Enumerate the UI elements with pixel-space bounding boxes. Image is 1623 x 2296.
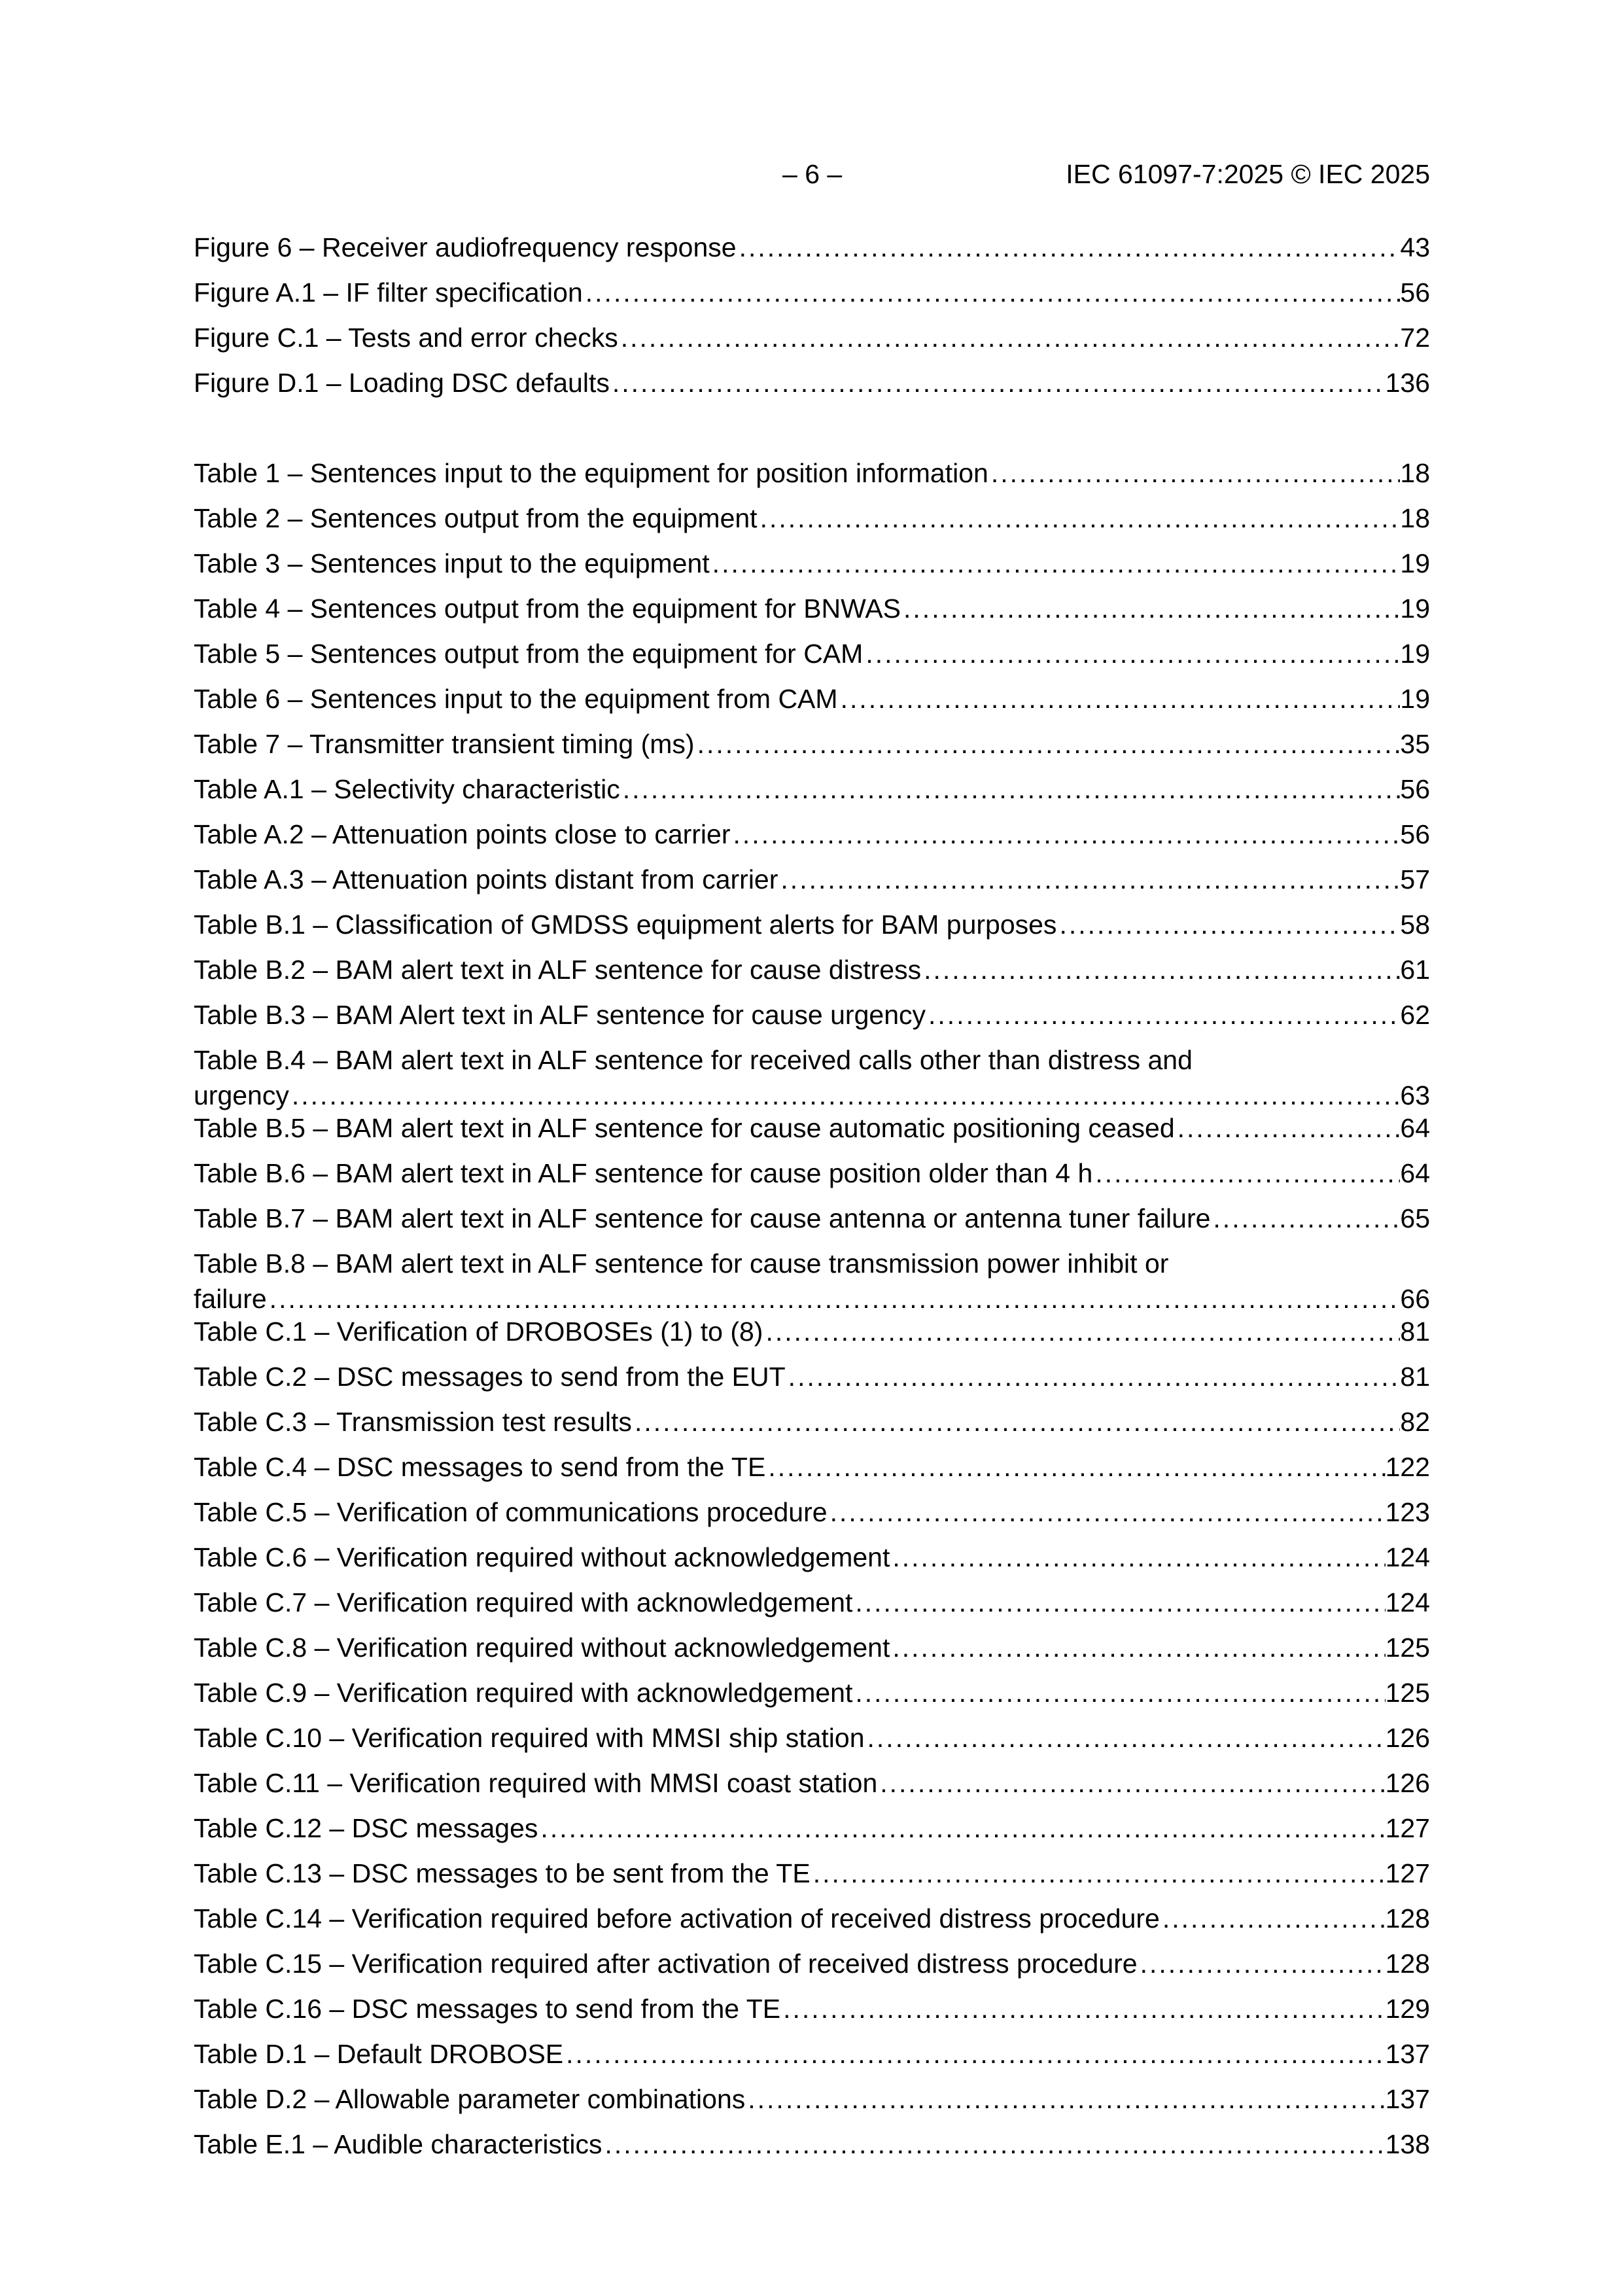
toc-entry-table[interactable] — [194, 1812, 1430, 1857]
entry-page-number: 81 — [1400, 1316, 1430, 1347]
toc-entry-table[interactable] — [194, 863, 1430, 908]
toc-entry-table[interactable] — [194, 1767, 1430, 1812]
entry-title: Table C.11 – Verification required with MMSI coast station — [194, 1768, 878, 1798]
entry-page-number: 18 — [1400, 503, 1430, 533]
dot-leader — [903, 592, 1400, 625]
toc-entry-table[interactable] — [194, 1586, 1430, 1631]
toc-entry-table[interactable] — [194, 682, 1430, 728]
entry-title: Table B.7 – BAM alert text in ALF sentence for cause antenna or antenna tuner failure — [194, 1203, 1211, 1233]
dot-leader — [928, 998, 1400, 1031]
entry-page-number: 72 — [1400, 323, 1430, 353]
dot-leader — [841, 682, 1401, 715]
entry-title: Table 2 – Sentences output from the equipment — [194, 503, 758, 533]
entry-title: Table B.8 – BAM alert text in ALF sentence for cause transmission power inhibit or — [194, 1248, 1169, 1279]
toc-entry-table[interactable] — [194, 2083, 1430, 2128]
toc-entry-table[interactable] — [194, 457, 1430, 502]
toc-entry-figure[interactable] — [194, 366, 1430, 412]
dot-leader — [765, 1315, 1400, 1348]
entry-page-number: 43 — [1400, 232, 1430, 262]
toc-entry-table[interactable] — [194, 728, 1430, 773]
entry-page-number: 56 — [1400, 277, 1430, 308]
dot-leader — [867, 1722, 1386, 1754]
entry-page-number: 61 — [1400, 955, 1430, 985]
entry-title: Table C.13 – DSC messages to be sent from the TE — [194, 1858, 811, 1888]
toc-entry-table[interactable] — [194, 502, 1430, 547]
dot-leader — [540, 1812, 1385, 1845]
toc-entry-figure[interactable] — [194, 231, 1430, 276]
toc-entry-table[interactable] — [194, 1947, 1430, 1992]
toc-entry-table[interactable] — [194, 1360, 1430, 1405]
entry-page-number: 66 — [1400, 1284, 1430, 1314]
entry-page-number: 128 — [1385, 1949, 1430, 1979]
entry-title: Table C.3 – Transmission test results — [194, 1407, 632, 1437]
toc-entry-table[interactable] — [194, 1722, 1430, 1767]
entry-title: Table C.12 – DSC messages — [194, 1813, 538, 1843]
entry-page-number: 56 — [1400, 774, 1430, 804]
dot-leader — [604, 2128, 1385, 2161]
entry-page-number: 126 — [1385, 1723, 1430, 1753]
entry-title: Table E.1 – Audible characteristics — [194, 2129, 602, 2159]
toc-entry-table[interactable] — [194, 637, 1430, 682]
toc-entry-table[interactable] — [194, 908, 1430, 953]
list-of-figures — [194, 231, 1430, 412]
toc-entry-table[interactable] — [194, 773, 1430, 818]
entry-page-number: 63 — [1400, 1080, 1430, 1110]
entry-title: Table 5 – Sentences output from the equipment for CAM — [194, 639, 864, 669]
toc-entry-table[interactable] — [194, 998, 1430, 1044]
entry-title: Table A.3 – Attenuation points distant from carrier — [194, 864, 778, 894]
toc-entry-table[interactable] — [194, 1112, 1430, 1157]
entry-page-number: 136 — [1385, 368, 1430, 398]
entry-page-number: 127 — [1385, 1813, 1430, 1843]
dot-leader — [880, 1767, 1385, 1799]
entry-title: Table C.5 – Verification of communications procedure — [194, 1497, 828, 1527]
entry-title: Table C.16 – DSC messages to send from the TE — [194, 1994, 781, 2024]
dot-leader — [813, 1857, 1386, 1890]
toc-entry-table[interactable] — [194, 547, 1430, 592]
toc-entry-table[interactable] — [194, 1247, 1430, 1315]
dot-leader — [991, 457, 1401, 489]
entry-page-number: 35 — [1400, 729, 1430, 759]
dot-leader — [748, 2083, 1385, 2115]
entry-title: Table C.1 – Verification of DROBOSEs (1) to (8) — [194, 1316, 763, 1347]
dot-leader — [739, 231, 1401, 264]
dot-leader — [585, 276, 1401, 309]
entry-title-continuation: failure — [194, 1284, 267, 1314]
dot-leader — [1213, 1202, 1400, 1235]
dot-leader — [1178, 1112, 1401, 1144]
toc-entry-figure[interactable] — [194, 321, 1430, 366]
entry-title: Table B.1 – Classification of GMDSS equipment alerts for BAM purposes — [194, 910, 1057, 940]
toc-entry-table[interactable] — [194, 2038, 1430, 2083]
entry-page-number: 81 — [1400, 1362, 1430, 1392]
toc-entry-table[interactable] — [194, 592, 1430, 637]
dot-leader — [788, 1360, 1401, 1393]
toc-entry-table[interactable] — [194, 2128, 1430, 2173]
entry-page-number: 129 — [1385, 1994, 1430, 2024]
dot-leader — [768, 1451, 1385, 1483]
entry-title: Table C.15 – Verification required after activation of received distress procedure — [194, 1949, 1138, 1979]
entry-page-number: 82 — [1400, 1407, 1430, 1437]
dot-leader — [635, 1405, 1400, 1438]
entry-page-number: 127 — [1385, 1858, 1430, 1888]
entry-page-number: 125 — [1385, 1678, 1430, 1708]
dot-leader — [1162, 1902, 1386, 1935]
entry-page-number: 64 — [1400, 1158, 1430, 1188]
dot-leader — [924, 953, 1400, 986]
entry-title: Figure C.1 – Tests and error checks — [194, 323, 618, 353]
toc-entry-table[interactable] — [194, 1044, 1430, 1112]
entry-title: Table C.14 – Verification required before activation of received distress procedure — [194, 1903, 1160, 1934]
toc-entry-table[interactable] — [194, 1315, 1430, 1360]
toc-entry-table[interactable] — [194, 1631, 1430, 1676]
entry-page-number: 62 — [1400, 1000, 1430, 1030]
entry-page-number: 124 — [1385, 1587, 1430, 1617]
toc-entry-table[interactable] — [194, 1451, 1430, 1496]
entry-title: Table C.7 – Verification required with acknowledgement — [194, 1587, 853, 1617]
entry-title: Table C.6 – Verification required without acknowledgement — [194, 1542, 890, 1572]
dot-leader — [612, 366, 1386, 399]
dot-leader — [1059, 908, 1400, 941]
dot-leader — [760, 502, 1401, 535]
entry-page-number: 137 — [1385, 2039, 1430, 2069]
entry-title: Table B.4 – BAM alert text in ALF sentence for received calls other than distress and — [194, 1045, 1193, 1075]
entry-page-number: 122 — [1385, 1452, 1430, 1482]
toc-entry-table[interactable] — [194, 818, 1430, 863]
entry-title: Table 4 – Sentences output from the equipment for BNWAS — [194, 593, 901, 624]
dot-leader — [855, 1676, 1385, 1709]
dot-leader — [855, 1586, 1385, 1619]
dot-leader — [830, 1496, 1386, 1528]
toc-entry-table[interactable] — [194, 1496, 1430, 1541]
dot-leader — [865, 637, 1400, 670]
list-of-tables — [194, 457, 1430, 2173]
dot-leader — [292, 1079, 1401, 1112]
dot-leader — [270, 1282, 1401, 1315]
entry-page-number: 19 — [1400, 639, 1430, 669]
dot-leader — [566, 2038, 1385, 2070]
entry-title: Figure A.1 – IF filter specification — [194, 277, 583, 308]
entry-title-continuation: urgency — [194, 1080, 289, 1110]
toc-entry-table[interactable] — [194, 1857, 1430, 1902]
entry-page-number: 58 — [1400, 910, 1430, 940]
dot-leader — [697, 728, 1401, 760]
entry-page-number: 138 — [1385, 2129, 1430, 2159]
dot-leader — [733, 818, 1401, 851]
entry-title: Table A.1 – Selectivity characteristic — [194, 774, 620, 804]
entry-page-number: 19 — [1400, 684, 1430, 714]
entry-title: Table C.9 – Verification required with acknowledgement — [194, 1678, 853, 1708]
toc-entry-table[interactable] — [194, 1902, 1430, 1947]
toc-entry-table[interactable] — [194, 1676, 1430, 1722]
dot-leader — [1095, 1157, 1400, 1190]
entry-page-number: 137 — [1385, 2084, 1430, 2114]
entry-title: Table A.2 – Attenuation points close to carrier — [194, 819, 731, 849]
entry-title: Table B.5 – BAM alert text in ALF sentence for cause automatic positioning ceased — [194, 1113, 1175, 1143]
dot-leader — [712, 547, 1401, 580]
entry-page-number: 57 — [1400, 864, 1430, 894]
entry-page-number: 65 — [1400, 1203, 1430, 1233]
document-id: IEC 61097-7:2025 © IEC 2025 — [1066, 159, 1430, 189]
toc-entry-table[interactable] — [194, 1157, 1430, 1202]
entry-title: Table C.10 – Verification required with MMSI ship station — [194, 1723, 865, 1753]
entry-title: Figure 6 – Receiver audiofrequency response — [194, 232, 737, 262]
entry-title: Table D.1 – Default DROBOSE — [194, 2039, 564, 2069]
dot-leader — [780, 863, 1400, 896]
entry-title: Table C.2 – DSC messages to send from the EUT — [194, 1362, 786, 1392]
entry-page-number: 124 — [1385, 1542, 1430, 1572]
entry-title: Table 1 – Sentences input to the equipment for position information — [194, 458, 988, 488]
entry-title: Table B.6 – BAM alert text in ALF sentence for cause position older than 4 h — [194, 1158, 1093, 1188]
entry-title: Table B.2 – BAM alert text in ALF sentence for cause distress — [194, 955, 922, 985]
toc-entry-table[interactable] — [194, 1541, 1430, 1586]
toc-entry-table[interactable] — [194, 1405, 1430, 1451]
dot-leader — [783, 1992, 1385, 2025]
toc-entry-table[interactable] — [194, 953, 1430, 998]
entry-page-number: 56 — [1400, 819, 1430, 849]
page-header — [0, 154, 1623, 194]
entry-title: Table 7 – Transmitter transient timing (ms) — [194, 729, 695, 759]
entry-page-number: 19 — [1400, 593, 1430, 624]
dot-leader — [892, 1541, 1385, 1574]
entry-title: Table B.3 – BAM Alert text in ALF sentence for cause urgency — [194, 1000, 926, 1030]
entry-page-number: 123 — [1385, 1497, 1430, 1527]
entry-title: Table 6 – Sentences input to the equipment from CAM — [194, 684, 838, 714]
entry-page-number: 128 — [1385, 1903, 1430, 1934]
entry-title: Table C.8 – Verification required without acknowledgement — [194, 1633, 890, 1663]
dot-leader — [1140, 1947, 1386, 1980]
entry-page-number: 19 — [1400, 548, 1430, 578]
entry-title: Table D.2 – Allowable parameter combinations — [194, 2084, 746, 2114]
toc-entry-table[interactable] — [194, 1202, 1430, 1247]
entry-title: Table C.4 – DSC messages to send from the TE — [194, 1452, 766, 1482]
entry-page-number: 126 — [1385, 1768, 1430, 1798]
entry-page-number: 125 — [1385, 1633, 1430, 1663]
entry-page-number: 18 — [1400, 458, 1430, 488]
dot-leader — [621, 321, 1401, 354]
dot-leader — [892, 1631, 1385, 1664]
toc-entry-figure[interactable] — [194, 276, 1430, 321]
dot-leader — [623, 773, 1401, 805]
page-number: – 6 – — [782, 159, 843, 189]
toc-entry-table[interactable] — [194, 1992, 1430, 2038]
entry-page-number: 64 — [1400, 1113, 1430, 1143]
entry-title: Figure D.1 – Loading DSC defaults — [194, 368, 610, 398]
entry-title: Table 3 – Sentences input to the equipment — [194, 548, 710, 578]
